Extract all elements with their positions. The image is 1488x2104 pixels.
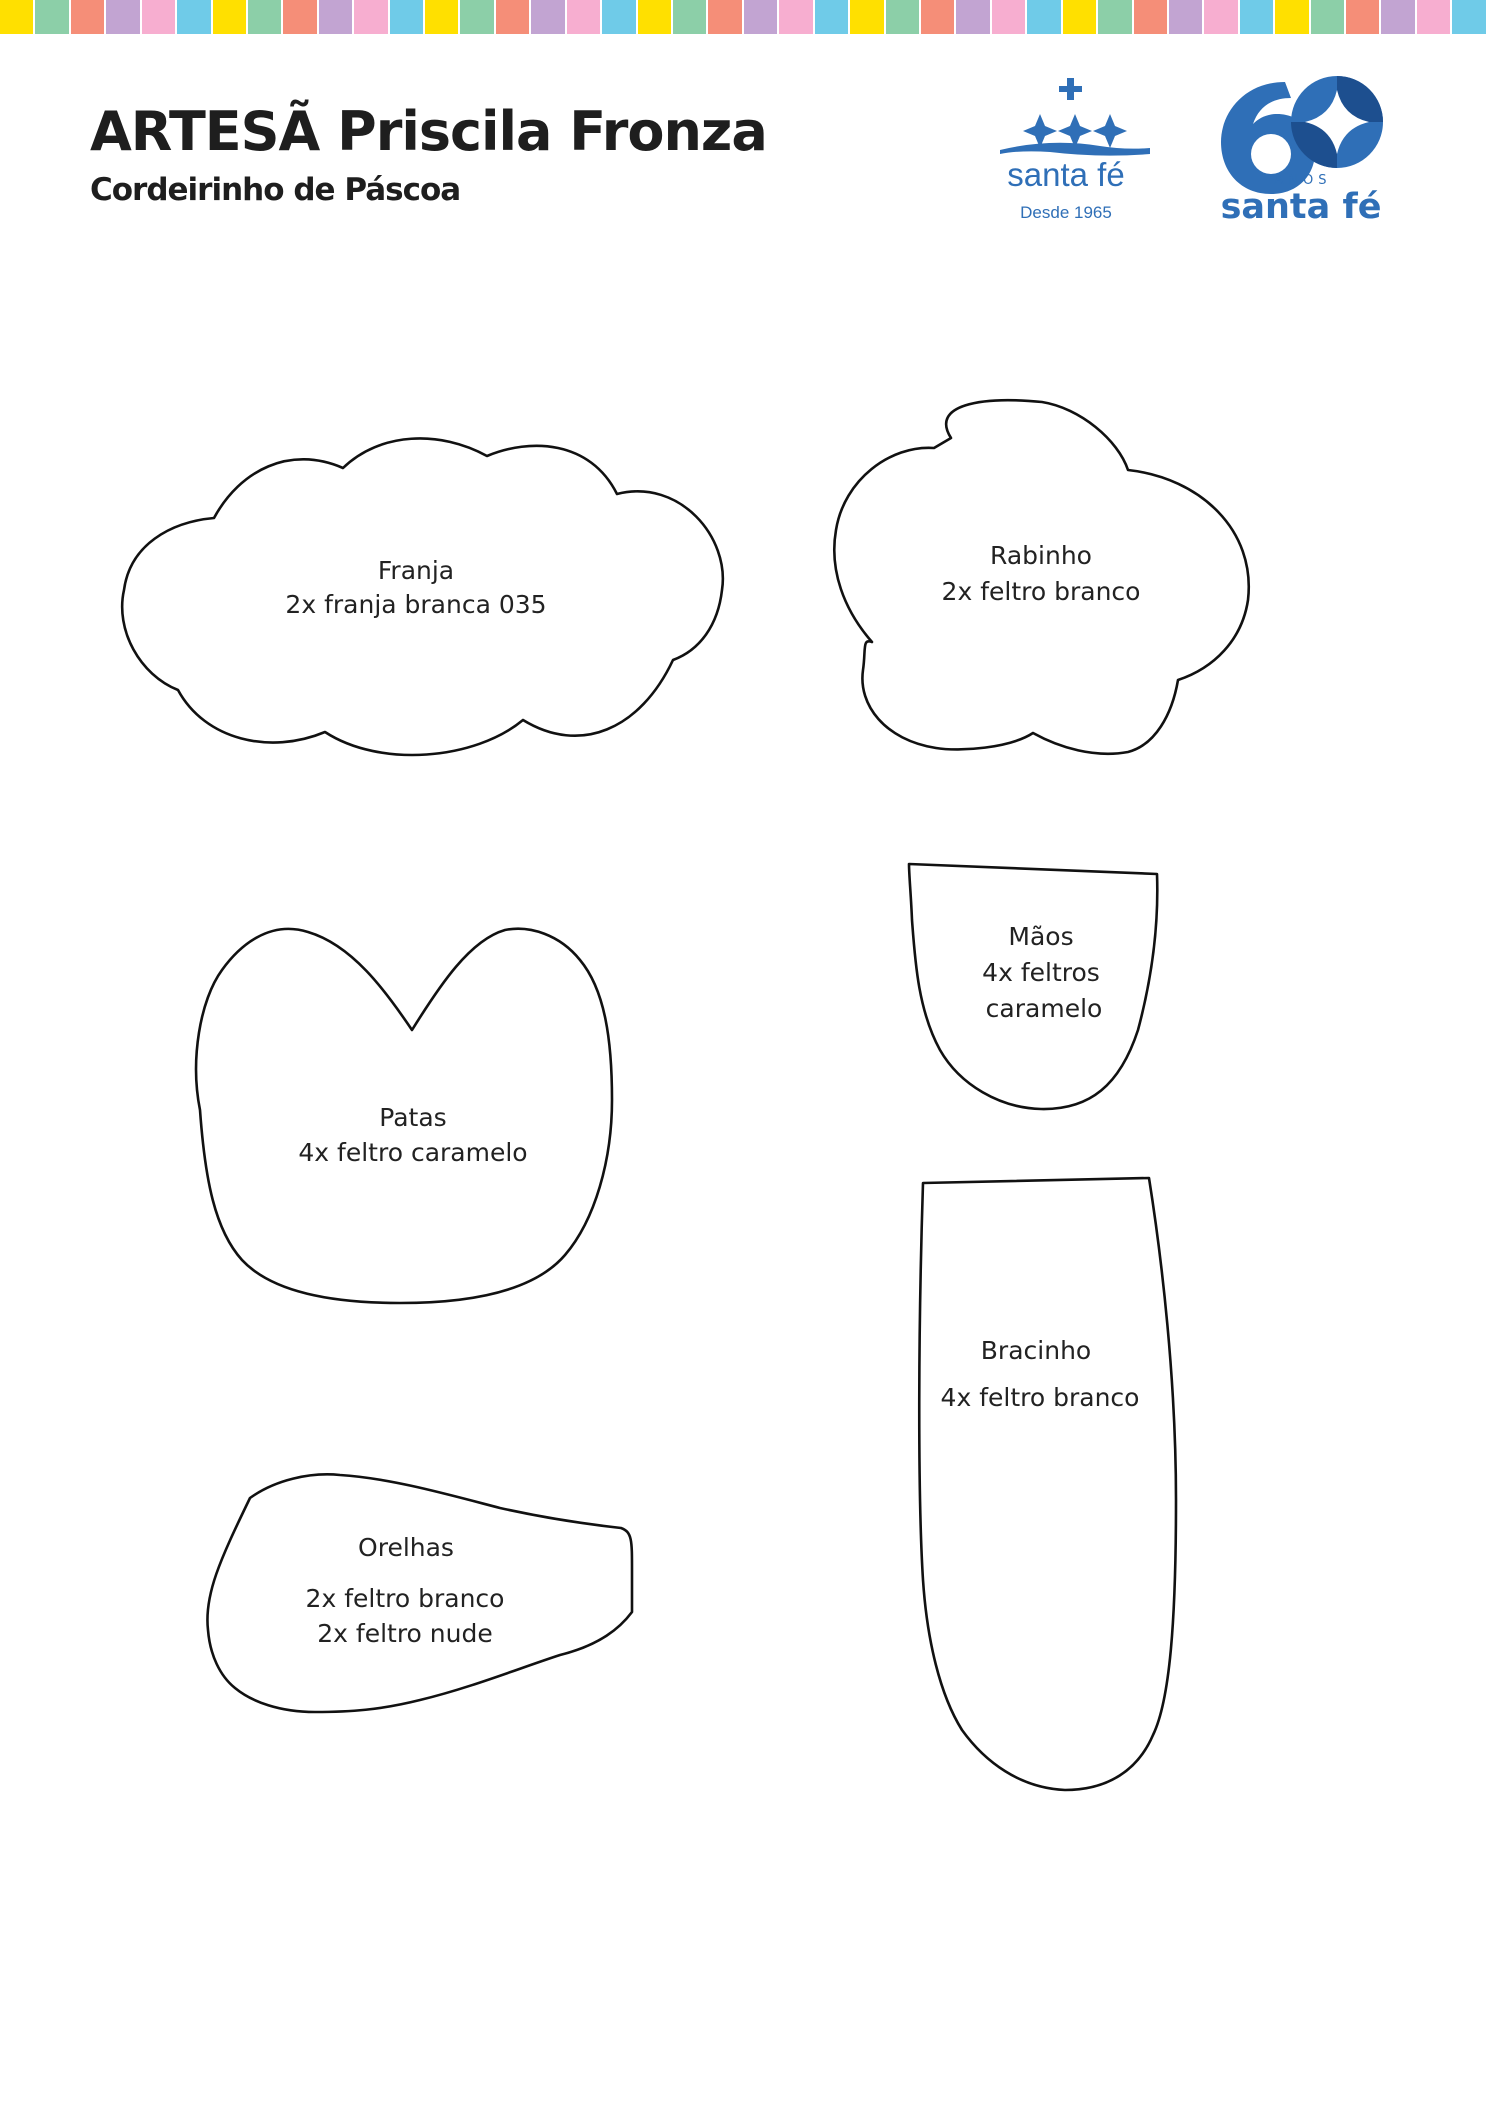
franja-label-name: Franja bbox=[377, 556, 455, 585]
rabinho-label-qty: 2x feltro branco bbox=[941, 577, 1141, 606]
page-title: ARTESÃ Priscila Fronza bbox=[90, 100, 767, 163]
page-subtitle: Cordeirinho de Páscoa bbox=[90, 172, 461, 208]
rabinho-label-name: Rabinho bbox=[990, 541, 1092, 570]
santa-fe-logo-since: Desde 1965 bbox=[1020, 203, 1112, 222]
orelhas-label bbox=[306, 1533, 505, 1648]
maos-label-qty: 4x feltros bbox=[982, 958, 1100, 987]
orelhas-label-qty-nude: 2x feltro nude bbox=[317, 1619, 493, 1648]
santa-fe-logo-name: santa fé bbox=[1007, 156, 1125, 193]
franja-label bbox=[285, 556, 546, 619]
bracinho-label bbox=[941, 1336, 1140, 1412]
rabinho-label bbox=[942, 541, 1141, 606]
bracinho-shape bbox=[919, 1178, 1176, 1790]
maos-label-material: caramelo bbox=[985, 994, 1103, 1023]
maos-label bbox=[982, 922, 1102, 1023]
patas-label-name: Patas bbox=[379, 1103, 447, 1132]
bracinho-label-name: Bracinho bbox=[980, 1336, 1092, 1365]
orelhas-label-qty-branco: 2x feltro branco bbox=[305, 1584, 505, 1613]
sixty-years-logo-name: santa fé bbox=[1220, 187, 1382, 227]
orelhas-label-name: Orelhas bbox=[358, 1533, 454, 1562]
bracinho-label-qty: 4x feltro branco bbox=[940, 1383, 1140, 1412]
patas-label bbox=[298, 1103, 527, 1167]
franja-label-qty: 2x franja branca 035 bbox=[285, 590, 547, 619]
patas-label-qty: 4x feltro caramelo bbox=[298, 1138, 528, 1167]
maos-label-name: Mãos bbox=[1008, 922, 1074, 951]
sixty-years-logo-anos: ANOS bbox=[1274, 173, 1332, 188]
